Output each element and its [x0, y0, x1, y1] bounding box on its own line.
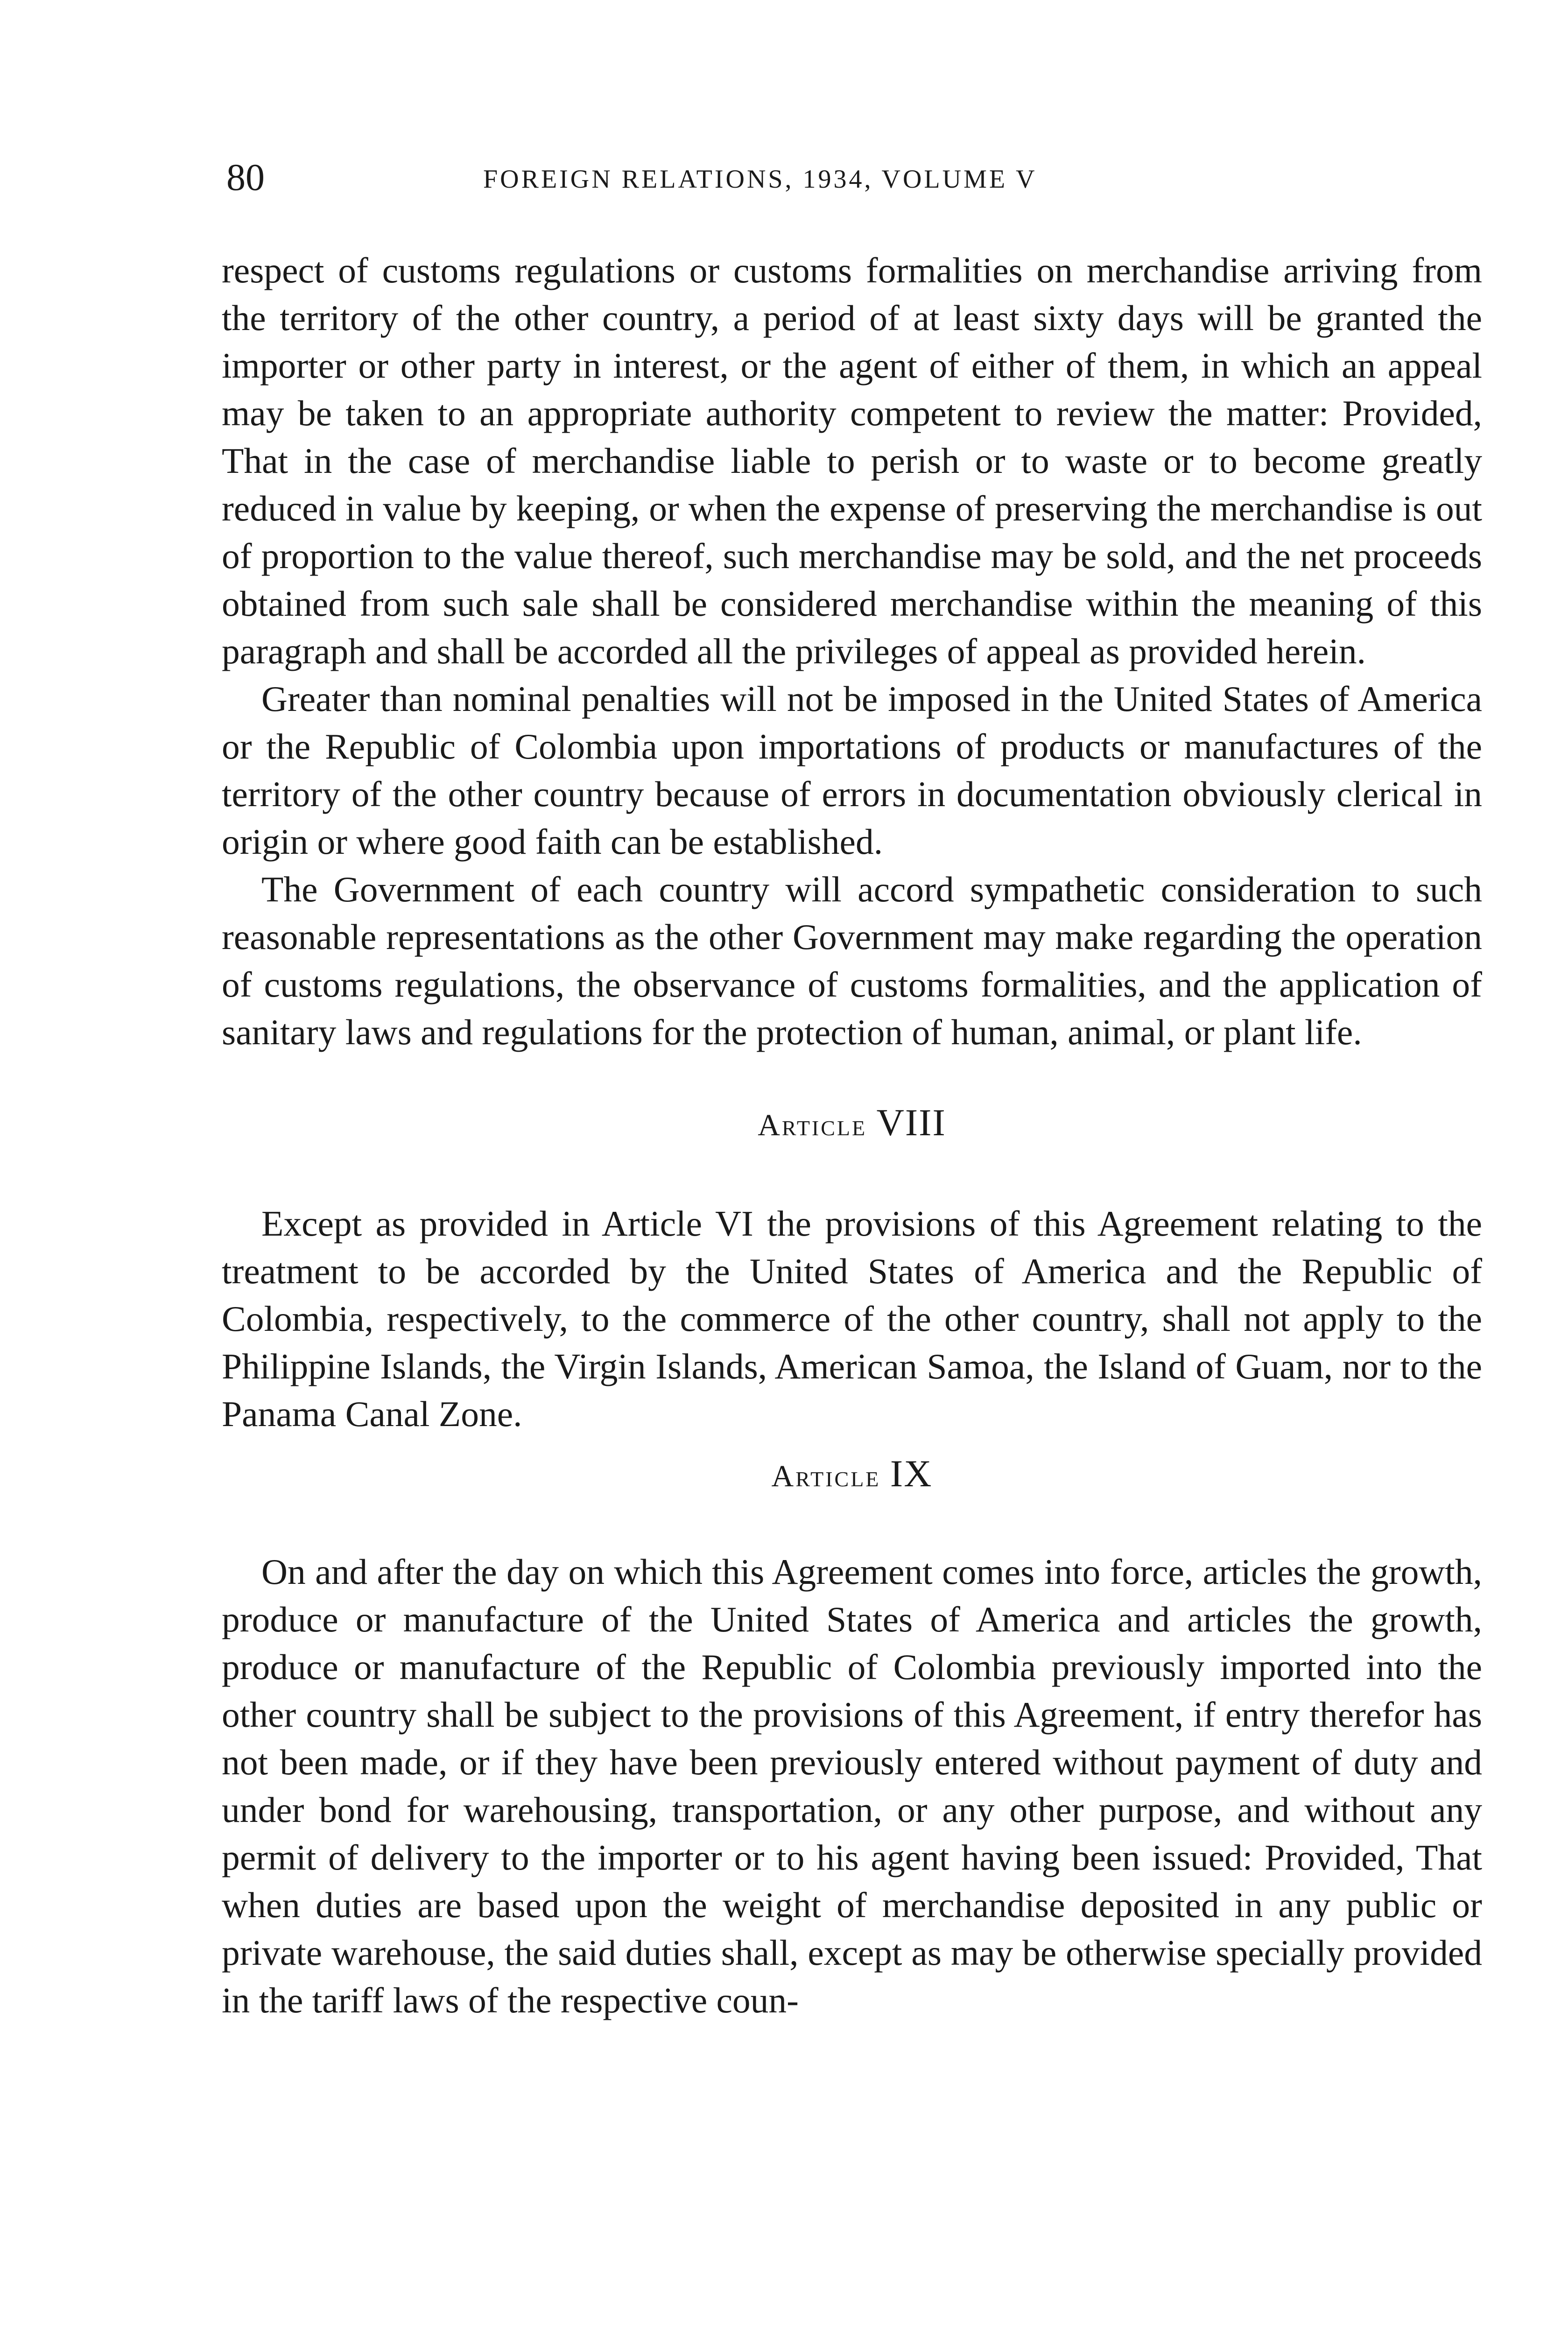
article-viii-numeral: VIII [876, 1101, 946, 1144]
body-text [222, 246, 1482, 2024]
running-header [222, 154, 1482, 210]
paragraph-penalties: Greater than nominal penalties will not be imposed in the United States of America or the Republic of Colombia upon importations of products or manufactures of the territory of the other country because of errors in documentation obviously clerical in origin or where good faith can be established. [222, 679, 1482, 862]
paragraph-continued: respect of customs regulations or customs formalities on merchandise arriving from the territory of the other country, a period of at least sixty days will be granted the importer or other party in interest, or the agent of either of them, in which an appeal may be taken to an appropriate authority competent to review the matter: Provided, That in the case of merchandise liable to perish or to waste or to become greatly reduced in value by keeping, or when the expense of preserving the merchandise is out of proportion to the value thereof, such merchandise may be sold, and the net proceeds obtained from such sale shall be considered merchandise within the meaning of this paragraph and shall be accorded all the privileges of appeal as provided herein. [222, 250, 1482, 671]
article-viii-text: Except as provided in Article VI the provisions of this Agreement relating to the treatment to be accorded by the United States of America and the Republic of Colombia, respectively, to the commerce of the other country, shall not apply to the Philippine Islands, the Virgin Islands, American Samoa, the Island of Guam, nor to the Panama Canal Zone. [222, 1203, 1482, 1434]
article-viii-heading [222, 1099, 1482, 1149]
article-ix-numeral: IX [890, 1452, 933, 1495]
paragraph-representations: The Government of each country will accord sympathetic consideration to such reasonable representations as the other Government may make regarding the operation of customs regulations, the observance of customs formalities, and the application of sanitary laws and regulations for the protection of human, animal, or plant life. [222, 869, 1482, 1052]
running-title: FOREIGN RELATIONS, 1934, VOLUME V [483, 165, 1037, 194]
article-ix-label: Article [771, 1459, 881, 1493]
article-viii-label: Article [758, 1108, 867, 1142]
page-number: 80 [226, 156, 265, 198]
document-page [222, 154, 1482, 2024]
article-ix-text: On and after the day on which this Agreement comes into force, articles the growth, produce or manufacture of the United States of America and articles the growth, produce or manufacture of the Republic of Colombia previously imported into the other country shall be subject to the provisions of this Agreement, if entry therefor has not been made, or if they have been previously entered without payment of duty and under bond for warehousing, transportation, or any other purpose, and without any permit of delivery to the importer or to his agent having been issued: Provided, That when duties are based upon the weight of merchandise deposited in any public or private warehouse, the said duties shall, except as may be otherwise specially provided in the tariff laws of the respective coun- [222, 1552, 1482, 2020]
article-ix-heading [222, 1450, 1482, 1500]
